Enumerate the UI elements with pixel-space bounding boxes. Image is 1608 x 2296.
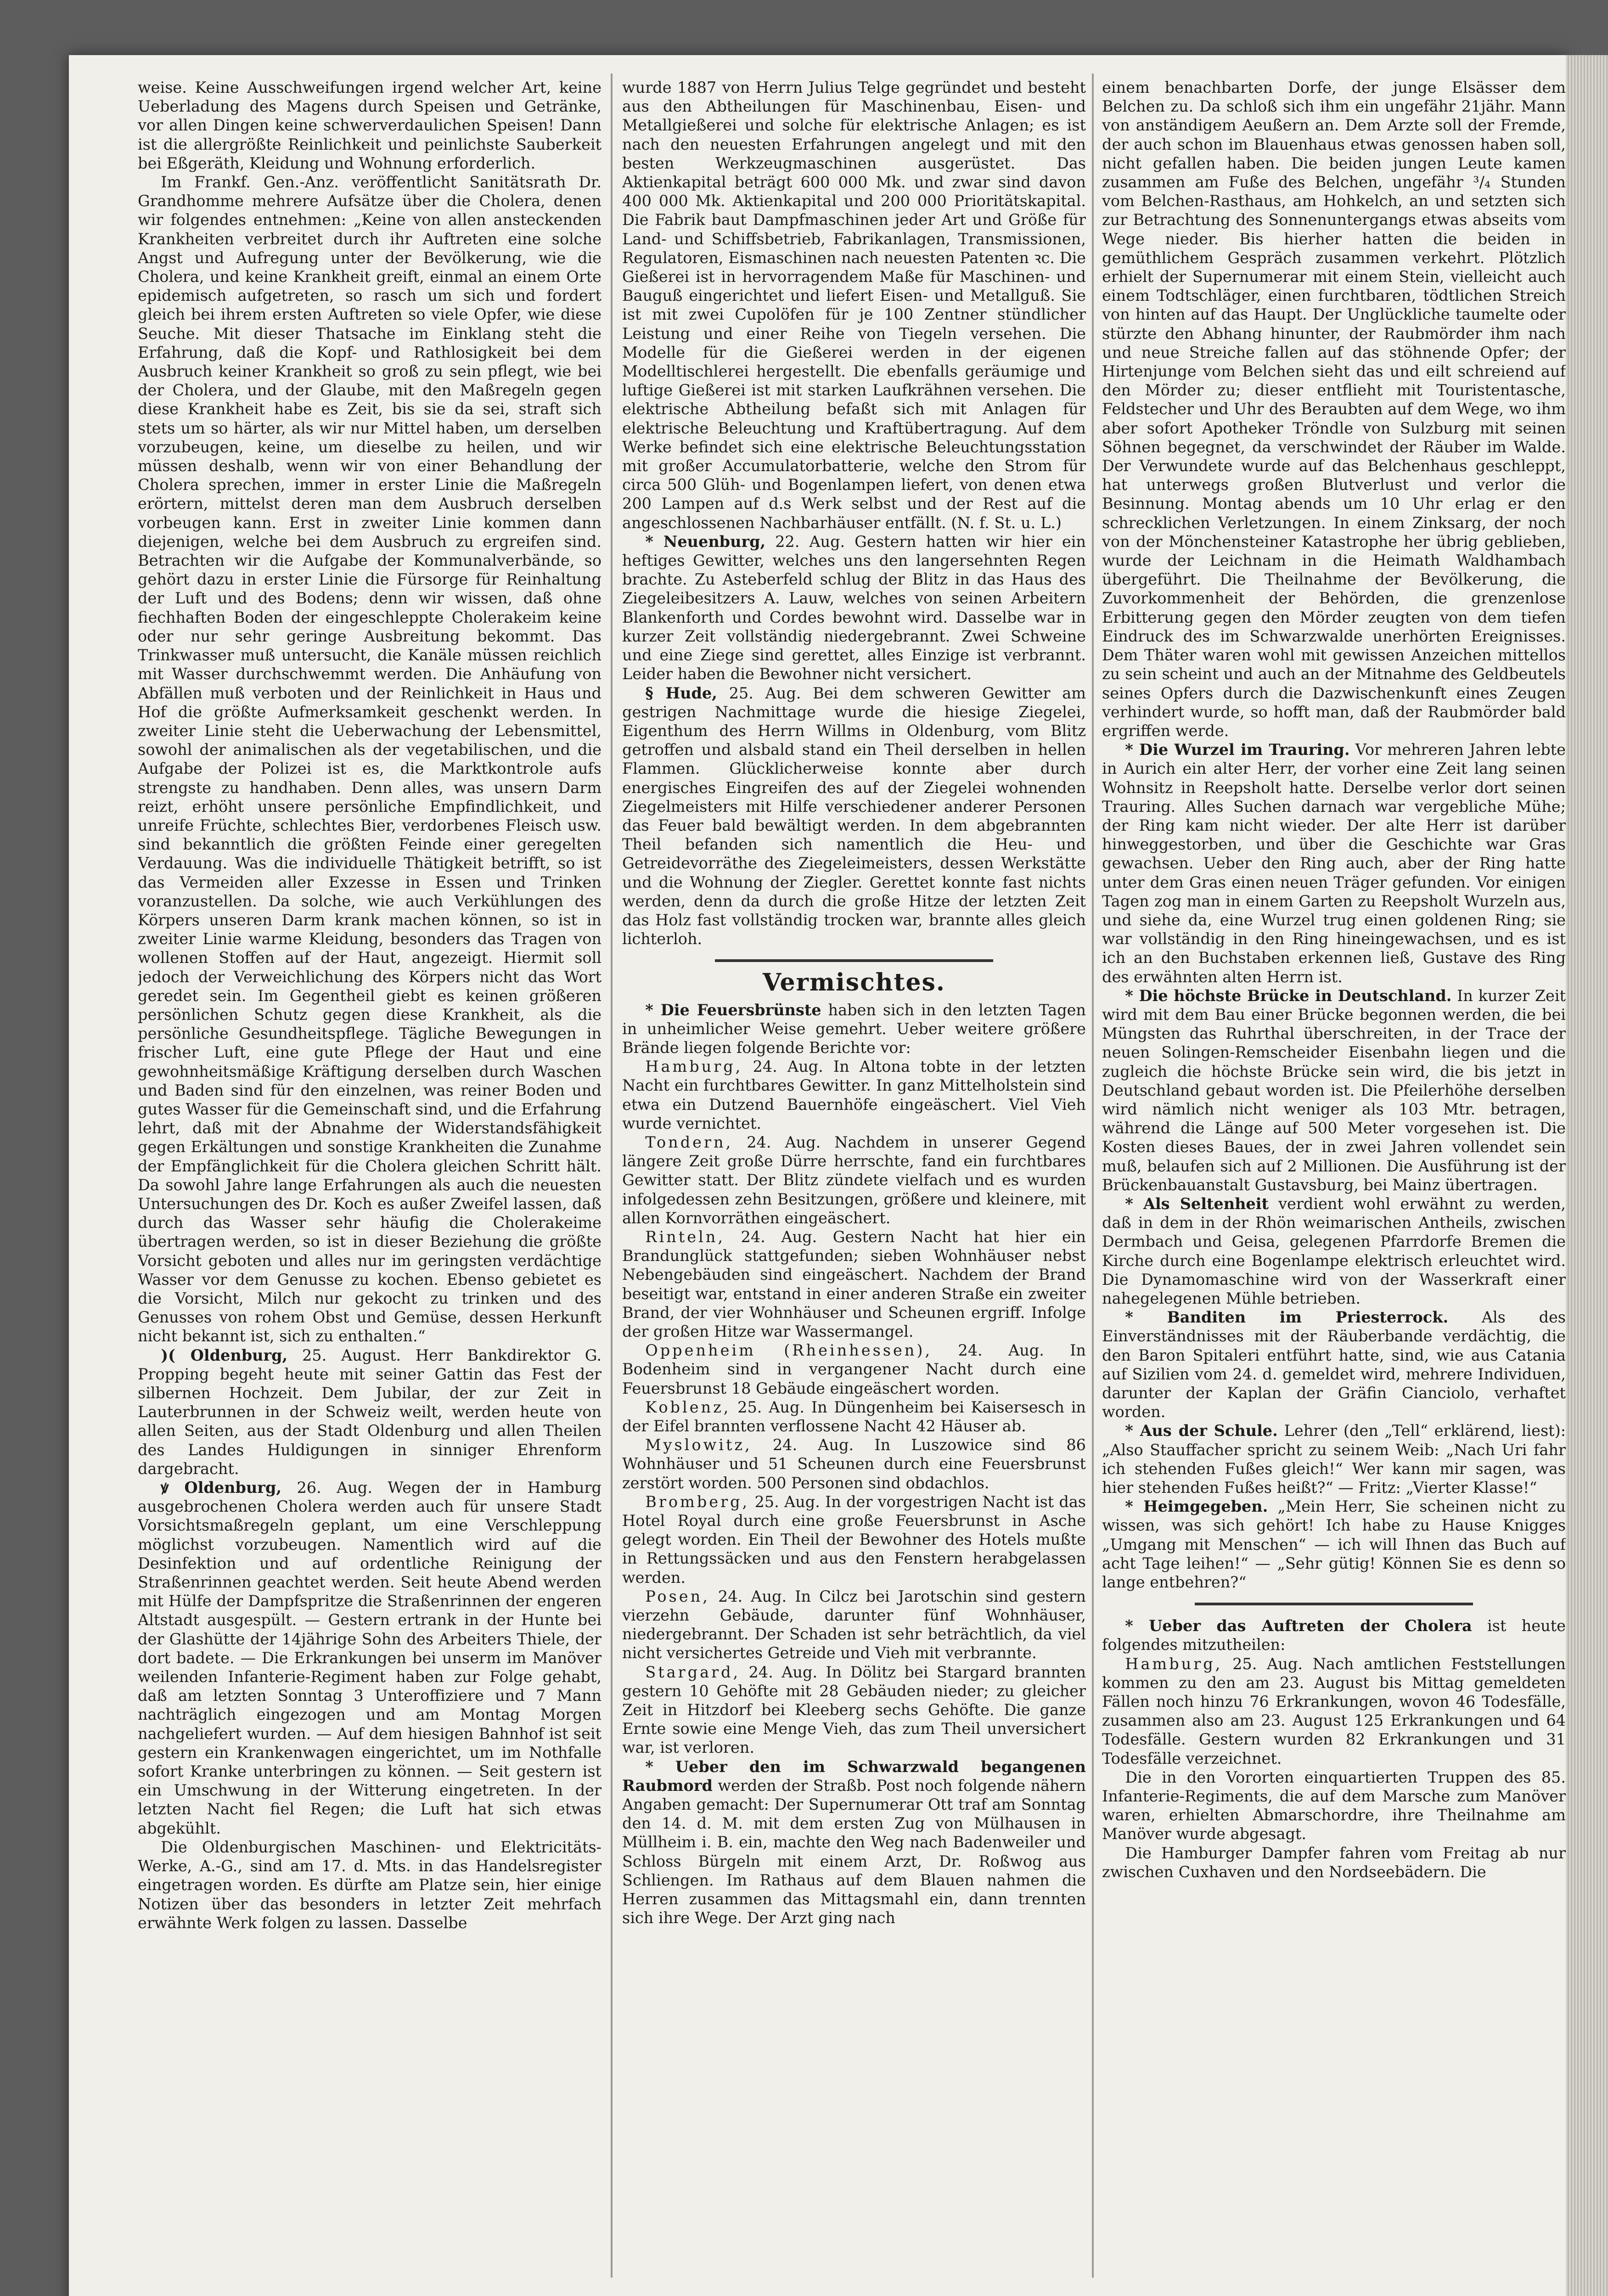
- news-item: [622, 1587, 1086, 1663]
- news-item: [1102, 740, 1566, 986]
- article-paragraph: Die in den Vororten einquartierten Truppen des 85. Infanterie-Regiments, die auf dem Marsche zum Manöver waren, erhielten Abmarschordre, ihre Theilnahme am Manöver wurde abgesagt.: [1102, 1768, 1566, 1843]
- news-body: 24. Aug. In Altona tobte in der letzten Nacht ein furchtbares Gewitter. In ganz Mittelholstein sind etwa ein Dutzend Bauernhöfe eingeäschert. Viel Vieh wurde vernichtet.: [622, 1058, 1086, 1132]
- news-body: 25. Aug. Bei dem schweren Gewitter am gestrigen Nachmittage wurde die hiesige Ziegelei, Eigenthum des Herrn Willms in Oldenburg, vom Blitz getroffen und alsbald stand ein Theil derselben in hellen Flammen. Glücklicherweise konnte aber durch energisches Eingreifen des auf der Ziegelei wohnenden Ziegelmeisters mit Hilfe verschiedener anderer Personen das Feuer bald bewältigt werden. In dem abgebrannten Theil befanden sich namentlich die Heu- und Getreidevorräthe des Ziegeleimeisters, dessen Werkstätte und die Wohnung der Ziegler. Gerettet konnte fast nichts werden, denn da durch die große Hitze der letzten Zeit das Holz fast vollständig trocken war, brannte alles gleich lichterloh.: [622, 684, 1086, 948]
- news-body: Vor mehreren Jahren lebte in Aurich ein alter Herr, der vorher eine Zeit lang seinen Wohnsitz in Reepsholt hatte. Derselbe verlor dort seinen Trauring. Alles Suchen darnach war vergebliche Mühe; der Ring kam nicht wieder. Der alte Herr ist darüber hinweggestorben, und über die Geschichte war Gras gewachsen. Ueber den Ring auch, aber der Ring hatte unter dem Gras einen neuen Träger gefunden. Vor einigen Tagen zog man in einem Garten zu Reepsholt Wurzeln aus, und siehe da, eine Wurzel trug einen goldenen Ring; sie war vollständig in den Ring hineingewachsen, und es ist ich an den Buchstaben erkennen ließ, Gustave des Ring des erwähnten alten Herrn ist.: [1102, 741, 1566, 986]
- news-item: [1102, 1194, 1566, 1308]
- news-item: [1102, 1308, 1566, 1421]
- news-item: [622, 1492, 1086, 1587]
- article-paragraph: Die Hamburger Dampfer fahren vom Freitag ab nur zwischen Cuxhaven und den Nordseebädern. Die: [1102, 1844, 1566, 1881]
- news-item: [622, 1341, 1086, 1398]
- news-body: werden der Straßb. Post noch folgende nähern Angaben gemacht: Der Supernumerar Ott traf am Sonntag den 14. d. M. mit dem ersten Zug von Mülhausen in Müllheim i. B. ein, machte den Weg nach Badenweiler und Schloss Bürgeln mit einem Arzt, Dr. Roßwog aus Schliengen. Im Rathaus auf dem Blauen nahmen die Herren zusammen das Mittagsmahl ein, dann trennten sich ihre Wege. Der Arzt ging nach: [622, 1776, 1086, 1927]
- news-body: Lehrer (den „Tell“ erklärend, liest): „Also Stauffacher spricht zu seinem Weib: „Nach Uri fahr ich stehenden Fußes gleich!“ Wer kann mir sagen, was hier stehenden Fußes heißt?“ — Fritz: „Vierter Klasse!“: [1102, 1422, 1566, 1497]
- article-paragraph: wurde 1887 von Herrn Julius Telge gegründet und besteht aus den Abtheilungen für Maschinenbau, Eisen- und Metallgießerei und solche für elektrische Anlagen; es ist nach den neuesten Erfahrungen angelegt und mit den besten Werkzeugmaschinen ausgerüstet. Das Aktienkapital beträgt 600 000 Mk. und zwar sind davon 400 000 Mk. Aktienkapital und 200 000 Prioritätskapital. Die Fabrik baut Dampfmaschinen jeder Art und Größe für Land- und Schiffsbetrieb, Fabrikanlagen, Transmissionen, Regulatoren, Eismaschinen nach neuesten Patenten ꝛc. Die Gießerei ist in hervorragendem Maße für Maschinen- und Bauguß eingerichtet und liefert Eisen- und Metallguß. Sie ist mit zwei Cupolöfen für je 100 Zentner stündlicher Leistung und einer Reihe von Tiegeln versehen. Die Modelle für die Gießerei werden in der eigenen Modelltischlerei hergestellt. Die ebenfalls geräumige und luftige Gießerei ist mit starken Laufkrähnen versehen. Die elektrische Abtheilung befaßt sich mit Anlagen für elektrische Beleuchtung und Kraftübertragung. Auf dem Werke befindet sich eine elektrische Beleuchtungsstation mit großer Accumulatorbatterie, welche den Strom für circa 500 Glüh- und Bogenlampen liefert, von denen etwa 200 Lampen auf d.s Werk selbst und der Rest auf die angeschlossenen Nachbarhäuser entfällt. (N. f. St. u. L.): [622, 79, 1086, 532]
- place-name: Rinteln,: [645, 1227, 725, 1246]
- place-name: Hamburg,: [1125, 1654, 1223, 1673]
- dateline: )( Oldenburg,: [161, 1346, 288, 1364]
- news-body: 25. Aug. In der vorgestrigen Nacht ist das Hotel Royal durch eine große Feuersbrunst in Asche gelegt worden. Ein Theil der Bewohner des Hotels mußte in Rettungssäcken und aus den Fenstern herabgelassen werden.: [622, 1492, 1086, 1587]
- news-body: In kurzer Zeit wird mit dem Bau einer Brücke begonnen werden, die bei Müngsten das Ruhrthal überschreiten, in der Trace der neuen Solingen-Remscheider Eisenbahn liegen und die zugleich die höchste Brücke sein wird, die bis jetzt in Deutschland gebaut worden ist. Die Pfeilerhöhe derselben wird nämlich nicht weniger als 103 Mtr. betragen, während die Länge auf 500 Meter vorgesehen ist. Die Kosten dieses Baues, der in zwei Jahren vollendet sein muß, belaufen sich auf 2 Millionen. Die Ausführung ist der Brückenbauanstalt Gustavsburg, bei Mainz übertragen.: [1102, 986, 1566, 1194]
- news-item: [622, 1133, 1086, 1227]
- dateline: § Hude,: [645, 684, 717, 702]
- place-name: Posen,: [645, 1587, 710, 1605]
- place-name: Myslowitz,: [645, 1436, 752, 1454]
- news-body: 22. Aug. Gestern hatten wir hier ein heftiges Gewitter, welches uns den langersehnten Regen brachte. Zu Asteberfeld schlug der Blitz in das Haus des Ziegeleibesitzers A. Lauw, welches von seinen Arbeitern Blankenforth und Cordes bewohnt wird. Dasselbe war in kurzer Zeit vollständig niedergebrannt. Zwei Schweine und eine Ziege sind gerettet, alles Einzige ist verbrannt. Leider haben die Bewohner nicht versichert.: [622, 532, 1086, 683]
- news-item: [1102, 986, 1566, 1194]
- news-body: 26. Aug. Wegen der in Hamburg ausgebrochenen Cholera werden auch für unsere Stadt Vorsichtsmaßregeln geplant, um eine Verschleppung möglichst vorzubeugen. Namentlich wird auf die Desinfektion und auf ordentliche Reinigung der Straßenrinnen geachtet werden. Seit heute Abend werden mit Hülfe der Dampfspritze die Straßenrinnen der engeren Altstadt ausgespült. — Gestern ertrank in der Hunte bei der Glashütte der 14jährige Sohn des Arbeiters Thiele, der dort badete. — Die Erkrankungen bei unserm im Manöver weilenden Infanterie-Regiment haben zur Folge gehabt, daß am letzten Sonntag 3 Unteroffiziere und 7 Mann nachträglich eingezogen und am Montag Morgen nachgeliefert wurden. — Auf dem hiesigen Bahnhof ist seit gestern ein Krankenwagen eingerichtet, um im Nothfalle sofort Kranke unterbringen zu können. — Seit gestern ist ein Umschwung in der Witterung eingetreten. In der letzten Nacht fiel Regen; die Luft hat sich etwas abgekühlt.: [138, 1479, 602, 1837]
- news-item: [1102, 1654, 1566, 1768]
- place-name: Stargard,: [645, 1663, 741, 1681]
- news-item: [138, 1478, 602, 1838]
- news-body: 24. Aug. In Bodenheim sind in vergangener Nacht durch eine Feuersbrunst 18 Gebäude eingeäschert worden.: [622, 1341, 1086, 1397]
- column-left: [138, 78, 602, 2264]
- item-title: * Die Feuersbrünste: [645, 1001, 821, 1019]
- section-heading: Vermischtes.: [762, 968, 946, 997]
- news-item: [1102, 1497, 1566, 1592]
- news-body: verdient wohl erwähnt zu werden, daß in dem in der Rhön weimarischen Antheils, zwischen Dermbach und Geisa, gelegenen Pfarrdorfe Bremen die Kirche durch eine Bogenlampe elektrisch erleuchtet wird. Die Dynamomaschine wird von der Wasserkraft einer nahegelegenen Mühle betrieben.: [1102, 1194, 1566, 1307]
- place-name: Koblenz,: [645, 1398, 731, 1416]
- news-item: [622, 1435, 1086, 1492]
- news-body: Als des Einverständnisses mit der Räuberbande verdächtig, die den Baron Spitaleri entführt hatte, sind, wie aus Catania auf Sizilien vom 24. d. gemeldet wird, mehrere Individuen, darunter der Kaplan der Gräfin Cianciolo, verhaftet worden.: [1102, 1308, 1566, 1421]
- column-middle: [622, 78, 1086, 2264]
- news-item: [622, 1757, 1086, 1928]
- news-body: 25. Aug. Nach amtlichen Feststellungen kommen zu den am 23. August bis Mittag gemeldeten Fällen noch hinzu 76 Erkrankungen, wovon 46 Todesfälle, zusammen also am 23. August 125 Erkrankungen und 64 Todesfälle. Gestern wurden 82 Erkrankungen und 31 Todesfälle verzeichnet.: [1102, 1654, 1566, 1767]
- news-item: [622, 1227, 1086, 1341]
- section-divider: [1195, 1603, 1473, 1605]
- dateline: * Neuenburg,: [645, 532, 766, 551]
- news-body: 24. Aug. In Cilcz bei Jarotschin sind gestern vierzehn Gebäude, darunter fünf Wohnhäuser, niedergebrannt. Der Schaden ist sehr beträchtlich, da viel nicht versichertes Getreide und Vieh mit verbrannte.: [622, 1587, 1086, 1662]
- item-title: * Die höchste Brücke in Deutschland.: [1125, 986, 1452, 1005]
- news-body: ist heute folgendes mitzutheilen:: [1102, 1617, 1566, 1654]
- news-body: 24. Aug. In Luszowice sind 86 Wohnhäuser und 51 Scheunen durch eine Feuersbrunst zerstört worden. 500 Personen sind obdachlos.: [622, 1436, 1086, 1492]
- news-item: [622, 1057, 1086, 1133]
- news-item: [622, 1663, 1086, 1757]
- news-item: [1102, 1421, 1566, 1497]
- section-divider: [715, 959, 993, 962]
- place-name: Tondern,: [645, 1133, 733, 1151]
- news-body: 24. Aug. In Dölitz bei Stargard brannten gestern 10 Gehöfte mit 28 Gebäuden nieder; zu gleicher Zeit in Hitzdorf bei Kleeberg sechs Gehöfte. Die ganze Ernte sowie eine Menge Vieh, das zum Theil unversichert war, ist verloren.: [622, 1663, 1086, 1757]
- item-title: * Heimgegeben.: [1125, 1497, 1268, 1516]
- news-body: 24. Aug. Nachdem in unserer Gegend längere Zeit große Dürre herrschte, fand ein furchtbares Gewitter statt. Der Blitz zündete vielfach und es wurden infolgedessen zehn Besitzungen, größere und kleinere, mit allen Kornvorräthen eingeäschert.: [622, 1133, 1086, 1227]
- place-name: Oppenheim (Rheinhessen),: [645, 1341, 933, 1360]
- news-item: [622, 684, 1086, 949]
- item-title: * Als Seltenheit: [1125, 1194, 1269, 1213]
- news-item: [138, 1346, 602, 1478]
- place-name: Bromberg,: [645, 1492, 750, 1511]
- column-rule: [1092, 73, 1094, 2278]
- article-paragraph: Die Oldenburgischen Maschinen- und Elektricitäts-Werke, A.-G., sind am 17. d. Mts. in das Handelsregister eingetragen worden. Es dürfte am Platze sein, hier einige Notizen über das besonders in letzter Zeit mehrfach erwähnte Werk folgen zu lassen. Dasselbe: [138, 1838, 602, 1932]
- news-item: [622, 1398, 1086, 1435]
- column-rule: [611, 73, 613, 2278]
- item-title: * Die Wurzel im Trauring.: [1125, 741, 1350, 759]
- news-body: 24. Aug. Gestern Nacht hat hier ein Brandunglück stattgefunden; sieben Wohnhäuser nebst Nebengebäuden sind eingeäschert. Nachdem der Brand beseitigt war, entstand in einer anderen Straße ein zweiter Brand, der vier Wohnhäuser und Scheunen ergriff. Infolge der großen Hitze war Wassermangel.: [622, 1227, 1086, 1340]
- column-right: [1102, 78, 1566, 2264]
- news-body: 25. Aug. In Düngenheim bei Kaisersesch in der Eifel brannten verflossene Nacht 42 Häuser ab.: [622, 1398, 1086, 1435]
- item-title: * Ueber den im Schwarzwald begangenen Raubmord: [622, 1757, 1086, 1795]
- article-paragraph: Im Frankf. Gen.-Anz. veröffentlicht Sanitätsrath Dr. Grandhomme mehrere Aufsätze über die Cholera, denen wir folgendes entnehmen: „Keine von allen ansteckenden Krankheiten verbreitet durch ihr Auftreten eine solche Angst und Aufregung unter der Bevölkerung, wie die Cholera, und keine Krankheit greift, einmal an einem Orte epidemisch aufgetreten, so rasch um sich und fordert gleich bei ihrem ersten Auftreten so viele Opfer, wie diese Seuche. Mit dieser Thatsache im Einklang steht die Erfahrung, daß die Kopf- und Rathlosigkeit bei dem Ausbruch keiner Krankheit so groß zu sein pflegt, wie bei der Cholera, und der Glaube, mit den Maßregeln gegen diese Krankheit habe es Zeit, bis sie da sei, straft sich stets um so härter, als wir nur Mittel haben, um derselben vorzubeugen, keine, um dieselbe zu heilen, und wir müssen deshalb, wenn wir von einer Behandlung der Cholera sprechen, immer in erster Linie die Maßregeln erörtern, mittelst deren man dem Ausbruch derselben vorbeugen kann. Erst in zweiter Linie kommen dann diejenigen, welche bei dem Ausbruch zu ergreifen sind. Betrachten wir die Aufgabe der Kommunalverbände, so gehört dazu in erster Linie die Fürsorge für Reinhaltung der Luft und des Bodens; denn wir wissen, daß ohne fiechhaften Boden der eingeschleppte Cholerakeim keine oder nur sehr geringe Ausbreitung bekommt. Das Trinkwasser muß untersucht, die Kanäle müssen reichlich mit Wasser durchschwemmt werden. Die Anhäufung von Abfällen muß verboten und der Reinlichkeit in Haus und Hof die größte Aufmerksamkeit geschenkt werden. In zweiter Linie steht die Ueberwachung der Lebensmittel, sowohl der animalischen als der vegetabilischen, und die Aufgabe der Polizei ist es, die Marktkontrole aufs strengste zu handhaben. Denn alles, was unsern Darm reizt, erhöht unsere persönliche Empfindlichkeit, und unreife Früchte, schlechtes Bier, verdorbenes Fleisch usw. sind bekanntlich die größten Feinde einer geregelten Verdauung. Was die individuelle Thätigkeit betrifft, so ist das Vermeiden aller Exzesse in Essen und Trinken voranzustellen. Da solche, wie auch Verkühlungen des Körpers unseren Darm krank machen können, so ist in zweiter Linie warme Kleidung, besonders das Tragen von wollenen Stoffen auf der Haut, angezeigt. Hiermit soll jedoch der Verweichlichung des Körpers nicht das Wort geredet sein. Im Gegentheil giebt es keinen größeren persönlichen Schutz gegen diese Krankheit, als die persönliche Gesundheitspflege. Tägliche Bewegungen in frischer Luft, eine gute Pflege der Haut und eine gewohnheitsmäßige Kräftigung derselben durch Waschen und Baden sind für den einzelnen, was reiner Boden und gutes Wasser für die Gemeinschaft sind, und die Erfahrung lehrt, daß mit der Abnahme der Widerstandsfähigkeit gegen Erkältungen und sonstige Krankheiten die Zunahme der Empfänglichkeit für die Cholera gleichen Schritt hält. Da sowohl Jahre lange Erfahrungen als auch die neuesten Untersuchungen des Dr. Koch es außer Zweifel lassen, daß durch das Wasser sehr häufig die Cholerakeime übertragen werden, so ist in dieser Beziehung die größte Vorsicht geboten und alles nur im geringsten verdächtige Wasser vor dem Genusse zu kochen. Ebenso gebietet es die Vorsicht, Milch nur gekocht zu trinken und des Genusses von rohem Obst und Gemüse, dessen Herkunft nicht bekannt ist, sich zu enthalten.“: [138, 173, 602, 1345]
- news-item: [622, 1001, 1086, 1058]
- page-edge-stack: [1566, 55, 1608, 2296]
- item-title: * Aus der Schule.: [1125, 1422, 1278, 1440]
- news-item: [1102, 1616, 1566, 1654]
- item-title: * Banditen im Priesterrock.: [1125, 1308, 1449, 1327]
- dateline: ꝟ Oldenburg,: [161, 1479, 282, 1497]
- place-name: Hamburg,: [645, 1058, 743, 1076]
- news-body: „Mein Herr, Sie scheinen nicht zu wissen, was sich gehört! Ich habe zu Hause Knigges „Umgang mit Menschen“ — ich will Ihnen das Buch auf acht Tage leihen!“ — „Sehr gütig! Können Sie es denn so lange entbehren?“: [1102, 1497, 1566, 1592]
- news-body: 25. August. Herr Bankdirektor G. Propping begeht heute mit seiner Gattin das Fest der silbernen Hochzeit. Dem Jubilar, der zur Zeit in Lauterbrunnen in der Schweiz weilt, werden heute von allen Seiten, aus der Stadt Oldenburg und allen Theilen des Landes Huldigungen in sinniger Ehrenform dargebracht.: [138, 1346, 602, 1478]
- article-paragraph: einem benachbarten Dorfe, der junge Elsässer dem Belchen zu. Da schloß sich ihm ein ungefähr 21jähr. Mann von anständigem Aeußern an. Dem Arzte soll der Fremde, der auch schon im Blauenhaus etwas genossen haben soll, nicht gefallen haben. Die beiden jungen Leute kamen zusammen am Fuße des Belchen, ungefähr ³/₄ Stunden vom Belchen-Rasthaus, am Hohkelch, an und setzten sich zur Betrachtung des Sonnenuntergangs etwas abseits vom Wege nieder. Bis hierher hatten die beiden in gemüthlichem Gespräch zusammen verkehrt. Plötzlich erhielt der Supernumerar mit einem Stein, vielleicht auch einem Todtschläger, einen furchtbaren, tödtlichen Streich von hinten auf das Haupt. Der Unglückliche taumelte oder stürzte den Abhang hinunter, der Raubmörder ihm nach und neue Streiche fallen auf das stöhnende Opfer; der Hirtenjunge vom Belchen sieht das und eilt schreiend auf den Mörder zu; dieser entflieht mit Touristentasche, Feldstecher und Uhr des Beraubten auf dem Wege, wo ihm aber sofort Apotheker Tröndle von Sulzburg mit seinen Söhnen begegnet, da verschwindet der Räuber im Walde. Der Verwundete wurde auf das Belchenhaus geschleppt, hat unterwegs großen Blutverlust und verlor die Besinnung. Montag abends um 10 Uhr erlag er den schrecklichen Verletzungen. In einem Zinksarg, der noch von der Mönchensteiner Katastrophe her übrig geblieben, wurde der Leichnam in die Heimath Waldhambach übergeführt. Die Theilnahme der Bevölkerung, die Zuvorkommenheit der Behörden, die grenzenlose Erbitterung gegen den Mörder zeugten von dem tiefen Eindruck des im Schwarzwalde unerhörten Ereignisses. Dem Thäter waren wohl mit gewissen Anzeichen mittellos zu sein scheint und auch an der Mitnahme des Geldbeutels seines Opfers durch die Dazwischenkunft eines Zeugen verhindert wurde, so hofft man, daß der Raubmörder bald ergriffen werde.: [1102, 79, 1566, 740]
- article-paragraph: weise. Keine Ausschweifungen irgend welcher Art, keine Ueberladung des Magens durch Speisen und Getränke, vor allen Dingen keine schwerverdaulichen Speisen! Dann ist die allergrößte Reinlichkeit und peinlichste Sauberkeit bei Eßgeräth, Kleidung und Wohnung erforderlich.: [138, 79, 602, 172]
- item-title: * Ueber das Auftreten der Cholera: [1125, 1617, 1472, 1635]
- news-item: [622, 532, 1086, 684]
- news-body: haben sich in den letzten Tagen in unheimlicher Weise gemehrt. Ueber weitere größere Brände liegen folgende Berichte vor:: [622, 1001, 1086, 1057]
